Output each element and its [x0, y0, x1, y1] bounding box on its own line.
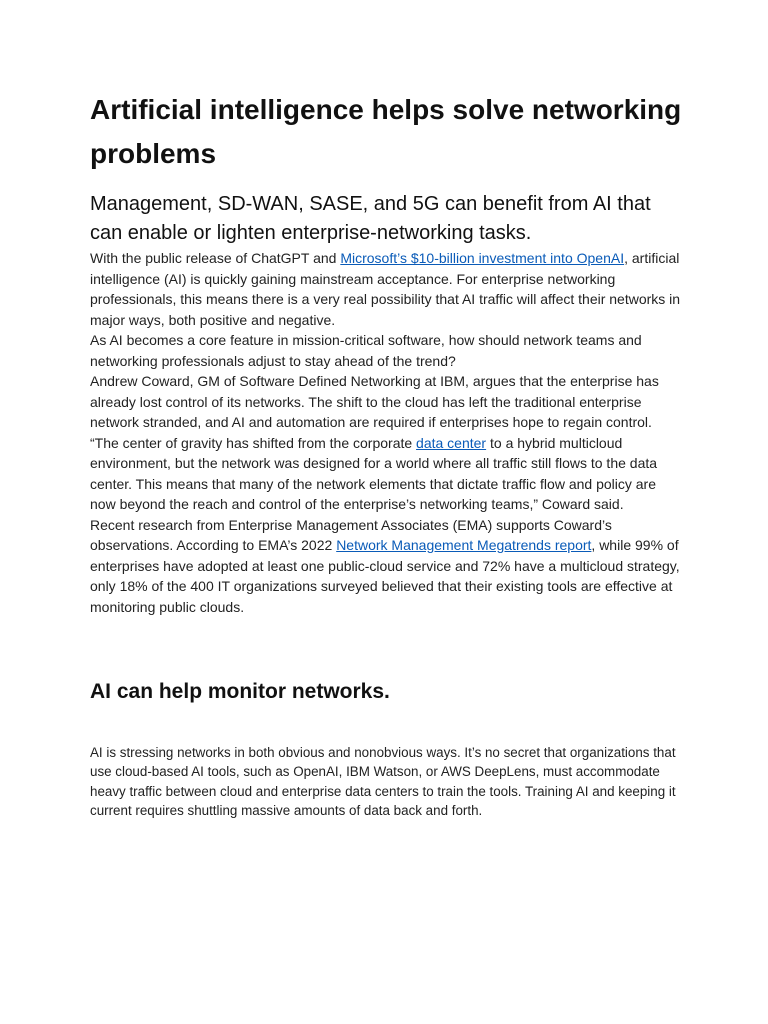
data-center-link[interactable]: data center	[416, 434, 487, 451]
paragraph-quote	[90, 433, 682, 515]
section-heading: AI can help monitor networks.	[90, 680, 390, 703]
microsoft-investment-link[interactable]: Microsoft’s $10-billion investment into OpenAI	[340, 250, 625, 266]
paragraph-intro	[90, 248, 682, 330]
paragraph-text: , while 99% of enterprises have adopted at least one public-cloud service and 72% have a multicloud strategy, only 18% of the 400 IT organizations surveyed believed that their existing tools are effective at monitoring public clouds.	[90, 537, 680, 615]
article-subtitle: Management, SD-WAN, SASE, and 5G can benefit from AI that can enable or lighten enterprise-networking tasks.	[90, 193, 651, 244]
paragraph-text: Recent research from Enterprise Management Associates (EMA) supports Coward’s observations. According to EMA’s 2022	[90, 516, 612, 553]
megatrends-report-link[interactable]: Network Management Megatrends report	[336, 537, 592, 553]
paragraph-core-feature: As AI becomes a core feature in mission-critical software, how should network teams and networking professionals adjust to stay ahead of the trend?	[90, 332, 642, 369]
article-title: Artificial intelligence helps solve networking problems	[90, 94, 682, 169]
article	[90, 88, 682, 820]
paragraph-text: With the public release of ChatGPT and	[90, 250, 341, 266]
paragraph-text: “The center of gravity has shifted from the corporate	[90, 434, 417, 451]
paragraph-ema-research	[90, 515, 682, 618]
paragraph-ai-stress: AI is stressing networks in both obvious and nonobvious ways. It’s no secret that organizations that use cloud-based AI tools, such as OpenAI, IBM Watson, or AWS DeepLens, must accommodate heavy traffic between cloud and enterprise data centers to train the tools. Training AI and keeping it current requires shuttling massive amounts of data back and forth.	[90, 745, 676, 818]
paragraph-coward: Andrew Coward, GM of Software Defined Networking at IBM, argues that the enterprise has already lost control of its networks. The shift to the cloud has left the traditional enterprise network stranded, and AI and automation are required if enterprises hope to regain control.	[90, 373, 659, 430]
paragraph-text: to a hybrid multicloud environment, but the network was designed for a world where all traffic still flows to the data center. This means that many of the network elements that dictate traffic flow and policy are now beyond the reach and control of the enterprise’s networking teams,” Coward said.	[90, 434, 658, 512]
paragraph-text: , artificial intelligence (AI) is quickly gaining mainstream acceptance. For enterprise networking professionals, this means there is a very real possibility that AI traffic will affect their networks in major ways, both positive and negative.	[90, 250, 681, 328]
